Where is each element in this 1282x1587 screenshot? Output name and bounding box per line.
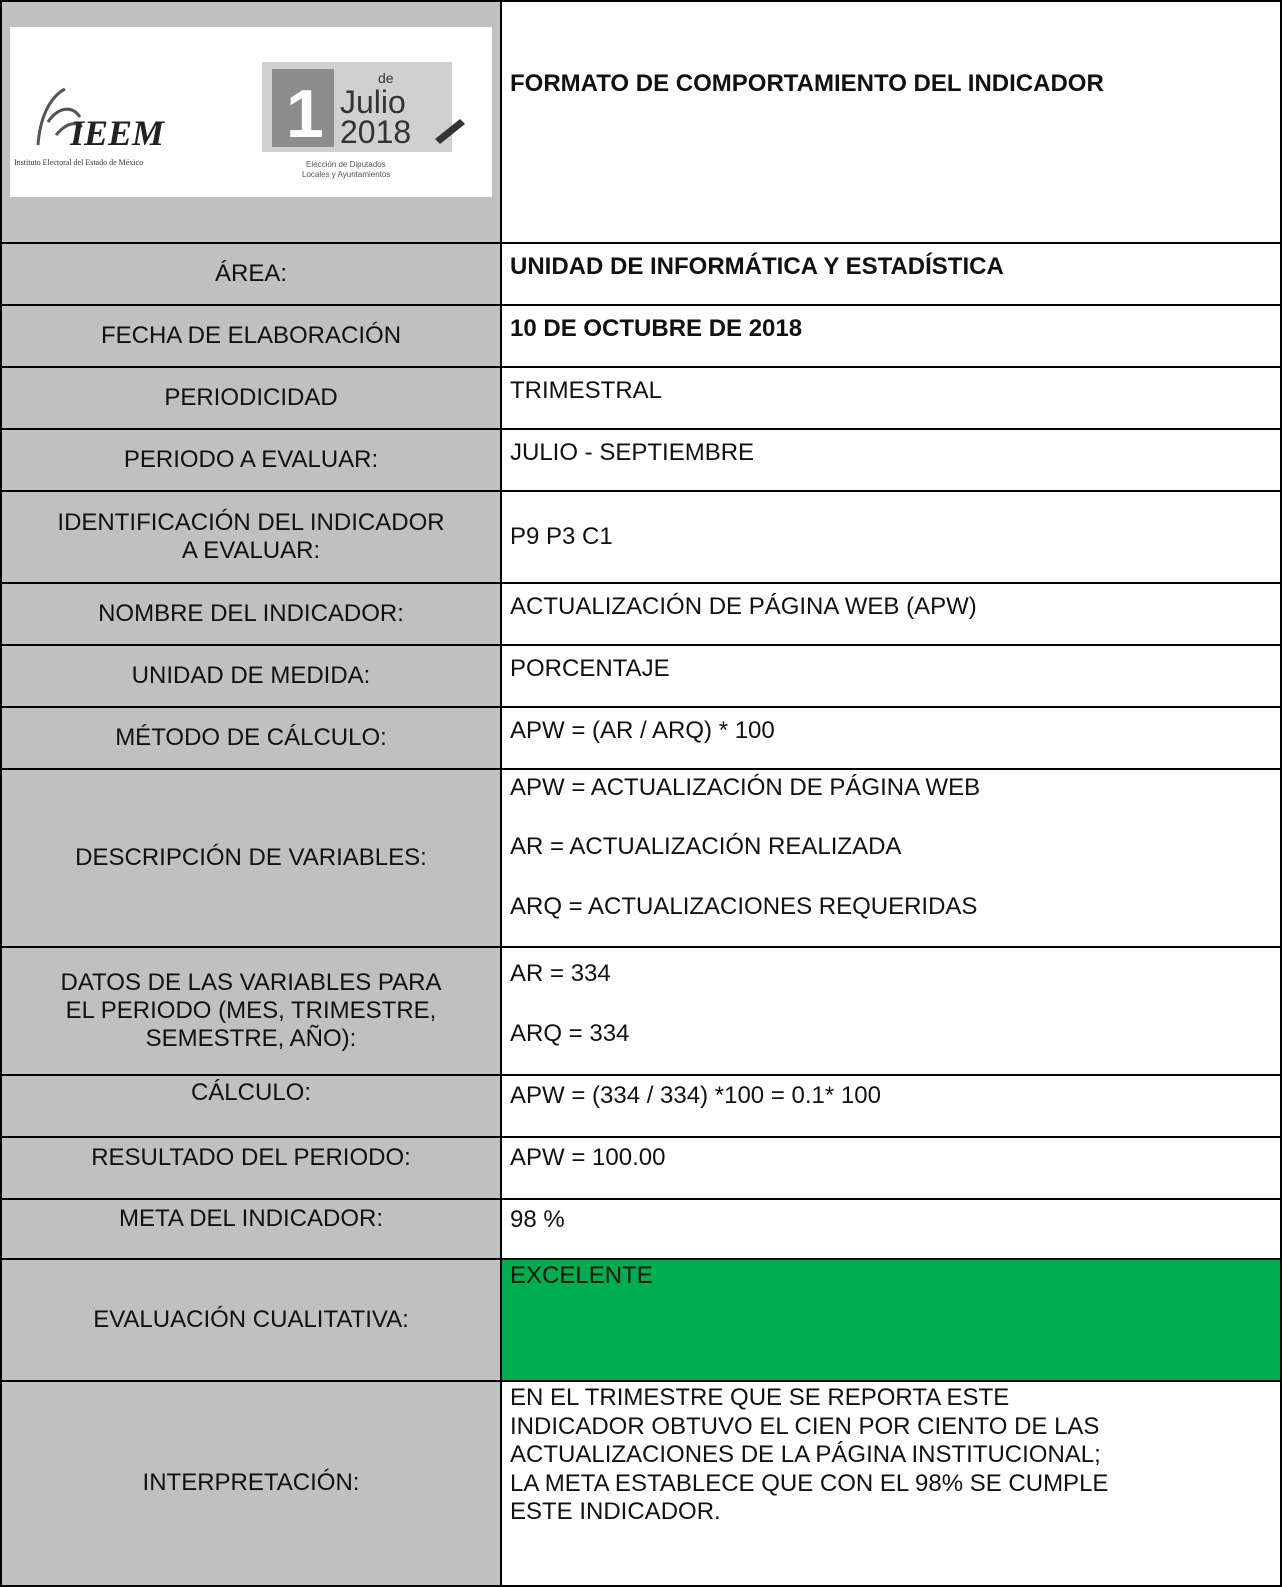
interpretacion-value-cell	[500, 1380, 1282, 1585]
meta-label: META DEL INDICADOR:	[118, 1204, 384, 1232]
nombre-label-cell	[0, 582, 500, 644]
fecha-value: 10 DE OCTUBRE DE 2018	[510, 315, 803, 342]
metodo-value-cell	[500, 706, 1282, 768]
datos-label-cell	[0, 946, 500, 1074]
evaluacion-label: EVALUACIÓN CUALITATIVA:	[93, 1305, 409, 1333]
fecha-label-cell	[0, 304, 500, 366]
logo-cell	[0, 0, 500, 242]
descripcion-value-cell	[500, 768, 1282, 946]
area-value: UNIDAD DE INFORMÁTICA Y ESTADÍSTICA	[510, 253, 1004, 280]
periodicidad-label-cell	[0, 366, 500, 428]
nombre-value: ACTUALIZACIÓN DE PÁGINA WEB (APW)	[510, 593, 977, 620]
resultado-label: RESULTADO DEL PERIODO:	[91, 1143, 411, 1171]
ieem-logo	[14, 89, 166, 167]
election-number: 1	[286, 76, 324, 152]
datos-line-1: AR = 334	[510, 960, 611, 987]
unidad-value-cell	[500, 644, 1282, 706]
descripcion-line-1: APW = ACTUALIZACIÓN DE PÁGINA WEB	[510, 774, 981, 801]
descripcion-label-cell	[0, 768, 500, 946]
unidad-label: UNIDAD DE MEDIDA:	[131, 661, 371, 689]
metodo-label: MÉTODO DE CÁLCULO:	[115, 723, 387, 751]
metodo-value: APW = (AR / ARQ) * 100	[510, 717, 775, 744]
evaluacion-value: EXCELENTE	[510, 1262, 653, 1289]
identificacion-value: P9 P3 C1	[510, 523, 613, 550]
interpretacion-line-4: LA META ESTABLECE QUE CON EL 98% SE CUMPLE	[510, 1469, 1109, 1497]
datos-label-line-2: EL PERIODO (MES, TRIMESTRE,	[65, 996, 437, 1024]
logos-image	[10, 27, 492, 197]
ieem-logo-subtitle: Instituto Electoral del Estado de México	[14, 158, 144, 167]
election-subtitle-2: Locales y Ayuntamientos	[302, 170, 391, 179]
interpretacion-label-cell	[0, 1380, 500, 1585]
election-subtitle-1: Elección de Diputados	[306, 160, 386, 169]
evaluacion-label-cell	[0, 1258, 500, 1380]
calculo-label-cell	[0, 1074, 500, 1136]
periodicidad-label: PERIODICIDAD	[164, 383, 338, 411]
meta-label-cell	[0, 1198, 500, 1258]
fecha-value-cell	[500, 304, 1282, 366]
interpretacion-line-2: INDICADOR OBTUVO EL CIEN POR CIENTO DE LAS	[510, 1412, 1100, 1440]
metodo-label-cell	[0, 706, 500, 768]
election-month: Julio	[340, 84, 406, 120]
area-label: ÁREA:	[214, 259, 288, 287]
interpretacion-label: INTERPRETACIÓN:	[142, 1469, 360, 1497]
meta-value-cell	[500, 1198, 1282, 1258]
datos-value-cell	[500, 946, 1282, 1074]
calculo-value: APW = (334 / 334) *100 = 0.1* 100	[510, 1082, 881, 1109]
interpretacion-line-5: ESTE INDICADOR.	[510, 1498, 721, 1526]
evaluacion-value-cell	[500, 1258, 1282, 1380]
unidad-value: PORCENTAJE	[510, 655, 670, 682]
descripcion-line-2: AR = ACTUALIZACIÓN REALIZADA	[510, 833, 902, 860]
identificacion-label-line-1: IDENTIFICACIÓN DEL INDICADOR	[57, 508, 445, 536]
resultado-label-cell	[0, 1136, 500, 1198]
form-title: FORMATO DE COMPORTAMIENTO DEL INDICADOR	[510, 70, 1104, 97]
area-label-cell	[0, 242, 500, 304]
resultado-value: APW = 100.00	[510, 1144, 666, 1171]
meta-value: 98 %	[510, 1206, 565, 1233]
identificacion-label-line-2: A EVALUAR:	[181, 537, 321, 564]
resultado-value-cell	[500, 1136, 1282, 1198]
calculo-value-cell	[500, 1074, 1282, 1136]
logo-box	[10, 27, 492, 197]
form-title-cell	[500, 0, 1282, 242]
datos-label-line-1: DATOS DE LAS VARIABLES PARA	[60, 968, 442, 996]
periodo-value: JULIO - SEPTIEMBRE	[510, 439, 755, 466]
periodicidad-value-cell	[500, 366, 1282, 428]
descripcion-line-3: ARQ = ACTUALIZACIONES REQUERIDAS	[510, 893, 978, 920]
descripcion-label: DESCRIPCIÓN DE VARIABLES:	[75, 843, 427, 871]
nombre-label: NOMBRE DEL INDICADOR:	[98, 599, 404, 627]
periodo-label: PERIODO A EVALUAR:	[123, 445, 379, 473]
election-de: de	[378, 70, 394, 86]
calculo-label: CÁLCULO:	[190, 1078, 312, 1106]
identificacion-value-cell	[500, 490, 1282, 582]
periodo-value-cell	[500, 428, 1282, 490]
datos-label-line-3: SEMESTRE, AÑO):	[145, 1025, 357, 1053]
periodo-label-cell	[0, 428, 500, 490]
area-value-cell	[500, 242, 1282, 304]
periodicidad-value: TRIMESTRAL	[510, 377, 663, 404]
election-year: 2018	[340, 114, 412, 150]
ieem-logo-text: IEEM	[70, 113, 165, 153]
identificacion-label-cell	[0, 490, 500, 582]
unidad-label-cell	[0, 644, 500, 706]
datos-line-2: ARQ = 334	[510, 1020, 630, 1047]
interpretacion-line-1: EN EL TRIMESTRE QUE SE REPORTA ESTE	[510, 1384, 1010, 1411]
nombre-value-cell	[500, 582, 1282, 644]
election-logo	[262, 62, 465, 179]
interpretacion-line-3: ACTUALIZACIONES DE LA PÁGINA INSTITUCIONAL;	[510, 1441, 1101, 1469]
fecha-label: FECHA DE ELABORACIÓN	[100, 321, 402, 349]
